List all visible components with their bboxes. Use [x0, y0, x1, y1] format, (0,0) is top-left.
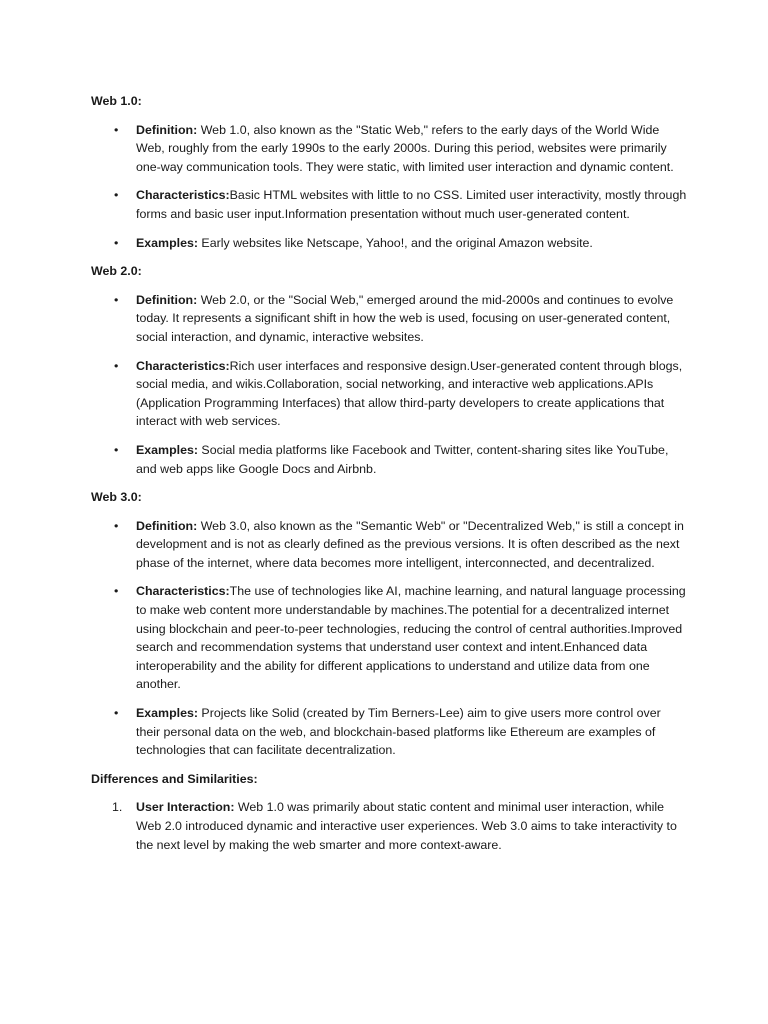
list-item — [91, 798, 688, 854]
list-item — [91, 704, 688, 760]
bullet-icon: • — [114, 706, 119, 721]
bullet-icon: • — [114, 292, 119, 307]
item-term: Examples: — [136, 706, 198, 721]
section-web3 — [91, 488, 688, 760]
bullet-icon: • — [114, 358, 119, 373]
bullet-icon: • — [114, 188, 119, 203]
list-item — [91, 291, 688, 347]
section-heading: Differences and Similarities: — [91, 771, 258, 786]
section-differences — [91, 770, 688, 854]
section-heading: Web 2.0: — [91, 264, 142, 279]
bullet-list — [91, 517, 688, 760]
item-term: Characteristics: — [136, 584, 230, 599]
item-term: Definition: — [136, 122, 198, 137]
list-item — [91, 121, 688, 177]
list-item — [91, 234, 688, 253]
section-heading: Web 1.0: — [91, 94, 142, 108]
item-term: User Interaction: — [136, 800, 235, 815]
item-text: Web 1.0, also known as the "Static Web," refers to the early days of the World Wide Web, roughly from the early 1990s to the early 2000s. During this period, websites were primarily one-way communication tools. They were static, with limited user interaction and dynamic content. — [136, 122, 674, 174]
item-text: Web 3.0, also known as the "Semantic Web" or "Decentralized Web," is still a concept in development and is not as clearly defined as the previous versions. It is often described as the next phase of the internet, where data becomes more intelligent, interconnected, and decentralized. — [136, 518, 684, 570]
item-text: Projects like Solid (created by Tim Berners-Lee) aim to give users more control over their personal data on the web, and blockchain-based platforms like Ethereum are examples of technologies that can facilitate decentralization. — [136, 706, 661, 758]
list-item — [91, 582, 688, 694]
section-web1 — [91, 92, 688, 252]
item-text: Social media platforms like Facebook and Twitter, content-sharing sites like YouTube, and web apps like Google Docs and Airbnb. — [136, 442, 669, 476]
bullet-icon: • — [114, 584, 119, 599]
item-term: Characteristics: — [136, 188, 230, 203]
bullet-list — [91, 121, 688, 253]
item-text: Basic HTML websites with little to no CSS. Limited user interactivity, mostly through forms and basic user input.Information presentation without much user-generated content. — [136, 188, 687, 221]
list-item — [91, 517, 688, 573]
item-text: Web 1.0 was primarily about static content and minimal user interaction, while Web 2.0 introduced dynamic and interactive user experiences. Web 3.0 aims to take interactivity to the next level by making the web smarter and more context-aware. — [136, 800, 677, 852]
list-item — [91, 186, 688, 223]
bullet-list — [91, 291, 688, 478]
item-text: Early websites like Netscape, Yahoo!, and the original Amazon website. — [197, 235, 593, 250]
section-web2 — [91, 262, 688, 478]
item-term: Examples: — [136, 442, 198, 457]
item-number: 1. — [112, 800, 123, 815]
item-text: The use of technologies like AI, machine learning, and natural language processing to make web content more understandable by machines.The potential for a decentralized internet using blockchain and peer-to-peer technologies, reducing the control of central authorities.Improved search and recommendation systems that understand user context and intent.Enhanced data interoperability and the ability for different applications to understand and utilize data from one another. — [136, 584, 686, 692]
numbered-list — [91, 798, 688, 854]
item-term: Definition: — [136, 292, 198, 307]
item-text: Rich user interfaces and responsive design.User-generated content through blogs, social media, and wikis.Collaboration, social networking, and interactive web applications.APIs (Application Programming Interfaces) that allow third-party developers to create applications that interact with web services. — [136, 358, 683, 429]
list-item — [91, 357, 688, 431]
item-term: Definition: — [136, 518, 198, 533]
bullet-icon: • — [114, 518, 119, 533]
bullet-icon: • — [114, 442, 119, 457]
item-term: Characteristics: — [136, 358, 230, 373]
list-item — [91, 441, 688, 478]
item-text: Web 2.0, or the "Social Web," emerged around the mid-2000s and continues to evolve today. It represents a significant shift in how the web is used, focusing on user-generated content, social interaction, and dynamic, interactive websites. — [136, 292, 674, 344]
section-heading: Web 3.0: — [91, 490, 142, 505]
bullet-icon: • — [114, 235, 119, 250]
item-term: Examples: — [136, 235, 198, 250]
bullet-icon: • — [114, 122, 119, 137]
